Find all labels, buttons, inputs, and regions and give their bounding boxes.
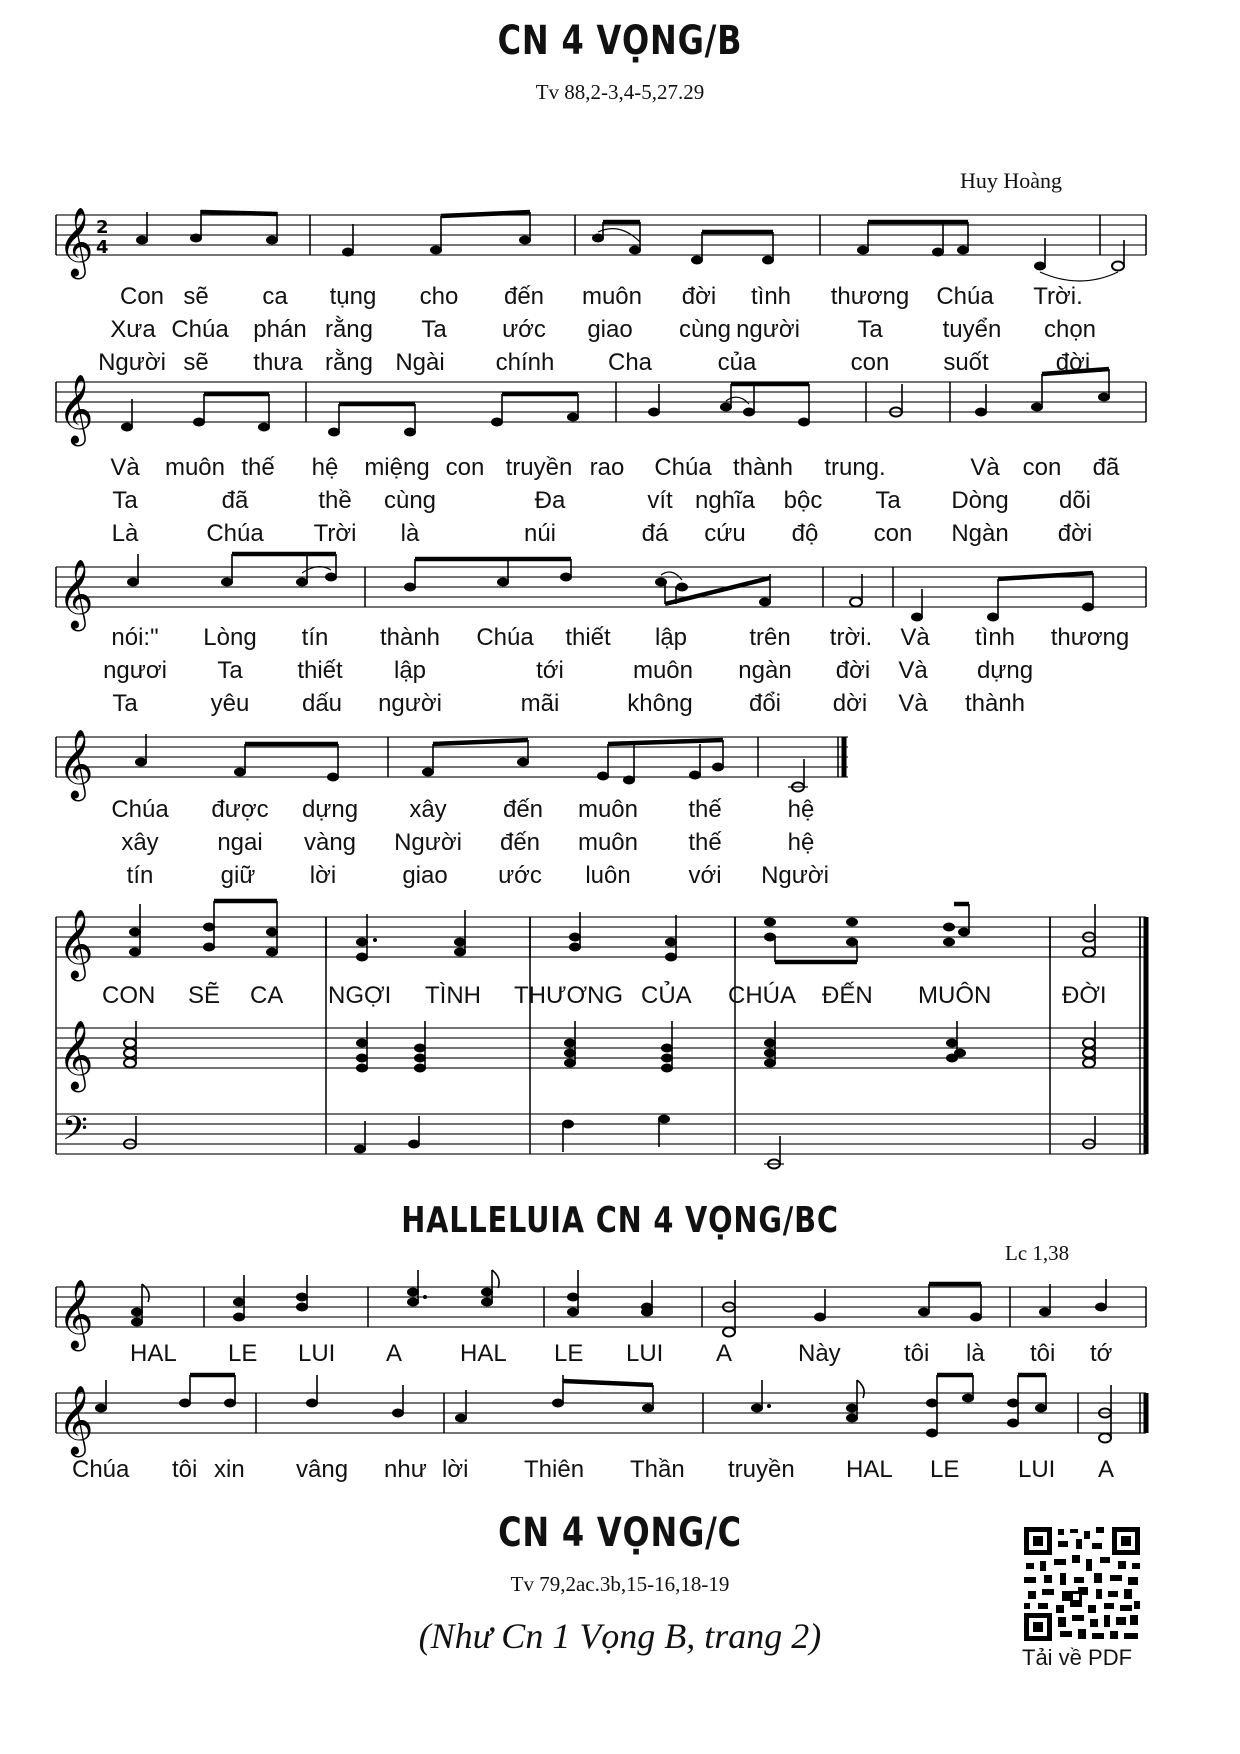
refrain-word: THƯƠNG: [514, 982, 624, 1009]
lyric: ngai: [217, 829, 263, 856]
lyric: Dòng: [951, 487, 1009, 514]
song3-title: CN 4 VỌNG/C: [498, 1510, 742, 1556]
halleluia-word: HAL: [846, 1456, 893, 1483]
lyric: muôn: [164, 454, 226, 481]
refrain-word: CA: [250, 982, 284, 1009]
lyric: được: [211, 796, 269, 823]
lyric: muôn: [581, 283, 643, 310]
lyric: lời: [309, 862, 337, 889]
halleluia-word: A: [1098, 1456, 1115, 1483]
lyric: Chúa: [654, 454, 712, 481]
lyric: trời.: [829, 624, 873, 651]
lyric: Ngàn: [951, 520, 1009, 547]
lyric: hệ: [787, 829, 815, 856]
lyric: cho: [419, 283, 459, 310]
lyric: dựng: [976, 657, 1034, 684]
lyric: Là: [111, 520, 139, 547]
lyric: thiết: [565, 624, 611, 651]
lyric: con: [850, 349, 890, 376]
lyric: Và: [970, 454, 1000, 481]
lyric: muôn: [577, 796, 639, 823]
lyric: xây: [121, 829, 159, 856]
lyric: thế: [241, 454, 275, 481]
lyric: mãi: [520, 690, 560, 717]
lyric: truyền: [505, 454, 573, 481]
lyric: dấu: [301, 690, 343, 717]
song2-reference: Lc 1,38: [1005, 1241, 1070, 1265]
lyric: là: [400, 520, 420, 547]
lyric: Và: [110, 454, 140, 481]
lyric: rao: [589, 454, 625, 481]
halleluia-word: tớ: [1090, 1340, 1113, 1367]
halleluia-word: LE: [228, 1340, 258, 1367]
lyric: đời: [1057, 520, 1093, 547]
lyric: con: [873, 520, 913, 547]
halleluia-word: HAL: [130, 1340, 177, 1367]
lyric: thiết: [297, 657, 343, 684]
lyric: thành: [732, 454, 794, 481]
treble-clef-icon: 𝄞: [58, 1020, 94, 1090]
staff-system-4: [56, 729, 848, 801]
lyric: tuyển: [942, 316, 1002, 343]
lyric: ước: [502, 316, 546, 343]
lyric: cùng: [678, 316, 732, 343]
lyric: thề: [318, 487, 352, 514]
lyric: thành: [379, 624, 441, 651]
lyric: hệ: [787, 796, 815, 823]
qr-code-icon: [1022, 1525, 1142, 1643]
lyric: Con: [119, 283, 165, 310]
staff-system-3: [56, 554, 1146, 631]
halleluia-word: tôi: [1030, 1340, 1056, 1367]
lyric: thế: [688, 796, 722, 823]
lyric: muôn: [632, 657, 694, 684]
halleluia-word: xin: [214, 1456, 245, 1483]
lyric: dời: [832, 690, 868, 717]
lyric: thương: [830, 283, 910, 310]
lyric: tới: [536, 657, 564, 684]
treble-clef-icon: 𝄞: [58, 729, 94, 799]
lyric: vít: [647, 487, 673, 514]
halleluia-word: LE: [554, 1340, 584, 1367]
halleluia-staff-1: [56, 1270, 1146, 1351]
lyric: với: [688, 862, 722, 889]
halleluia-word: LE: [930, 1456, 960, 1483]
halleluia-word: là: [966, 1340, 985, 1367]
lyric: nói:": [111, 624, 159, 651]
lyric: thành: [964, 690, 1026, 717]
treble-clef-icon: 𝄞: [58, 1385, 94, 1455]
song1-title: CN 4 VỌNG/B: [497, 18, 743, 64]
lyric: trung.: [824, 454, 886, 481]
lyric: chọn: [1043, 316, 1097, 343]
lyric: tình: [750, 283, 792, 310]
halleluia-word: Chúa: [72, 1456, 130, 1483]
lyric: dựng: [301, 796, 359, 823]
lyric: Chúa: [111, 796, 169, 823]
refrain-word: TÌNH: [425, 982, 481, 1009]
refrain-word: SẼ: [188, 982, 221, 1009]
lyric: Chúa: [171, 316, 229, 343]
lyric: Xưa: [110, 316, 156, 343]
lyric: Người: [394, 829, 462, 856]
halleluia-word: LUI: [626, 1340, 664, 1367]
lyric: luôn: [585, 862, 631, 889]
song3-note: (Như Cn 1 Vọng B, trang 2): [418, 1616, 822, 1656]
lyric: con: [1022, 454, 1062, 481]
lyric: rằng: [324, 316, 374, 343]
lyric: dõi: [1058, 487, 1092, 514]
halleluia-word: vâng: [296, 1456, 349, 1483]
lyric: sẽ: [183, 283, 209, 310]
lyric: đổi: [748, 690, 782, 717]
refrain-word: ĐẾN: [822, 982, 873, 1009]
lyric: người: [736, 316, 800, 343]
song2-title: HALLELUIA CN 4 VỌNG/BC: [401, 1200, 839, 1241]
lyric: yêu: [210, 690, 250, 717]
lyric: thế: [688, 829, 722, 856]
lyric: Người: [761, 862, 829, 889]
lyric: đến: [502, 796, 544, 823]
lyric: Và: [898, 657, 928, 684]
lyric: lập: [393, 657, 427, 684]
qr-download-label[interactable]: Tải về PDF: [1022, 1645, 1133, 1670]
lyric: Đa: [534, 487, 566, 514]
lyric: miệng: [364, 454, 430, 481]
lyric: của: [717, 349, 757, 376]
accompaniment-bass-staff: [56, 1110, 1146, 1169]
lyric: cứu: [704, 520, 746, 547]
accompaniment-treble-staff: [56, 917, 1146, 1154]
lyric: chính: [495, 349, 555, 376]
halleluia-word: Thần: [630, 1456, 685, 1483]
treble-clef-icon: 𝄞: [58, 207, 94, 277]
lyric: đã: [1092, 454, 1120, 481]
lyric: tín: [301, 624, 329, 651]
lyric: Chúa: [936, 283, 994, 310]
refrain-word: ĐỜI: [1062, 982, 1107, 1009]
lyric: giao: [402, 862, 448, 889]
lyric: đến: [503, 283, 545, 310]
song1-reference: Tv 88,2-3,4-5,27.29: [535, 80, 705, 104]
lyric: giữ: [220, 862, 256, 889]
lyric: con: [445, 454, 485, 481]
refrain-word: CỦA: [641, 982, 692, 1009]
lyric: Chúa: [476, 624, 534, 651]
lyric: trên: [749, 624, 791, 651]
treble-clef-icon: 𝄞: [58, 374, 94, 444]
staff-system-2: [56, 369, 1146, 446]
lyric: ngàn: [738, 657, 792, 684]
lyric: đến: [499, 829, 541, 856]
song3-reference: Tv 79,2ac.3b,15-16,18-19: [510, 1572, 730, 1596]
halleluia-word: LUI: [298, 1340, 336, 1367]
lyric: cùng: [383, 487, 437, 514]
lyric: Ta: [112, 690, 138, 717]
halleluia-staff-2: [56, 1375, 1146, 1457]
lyric: đời: [1055, 349, 1091, 376]
lyric: suốt: [943, 349, 989, 376]
lyric: sẽ: [183, 349, 209, 376]
lyric: đời: [835, 657, 871, 684]
refrain-word: MUÔN: [918, 982, 992, 1009]
lyric: Trời: [313, 520, 357, 547]
lyric: đá: [641, 520, 669, 547]
halleluia-word: tôi: [904, 1340, 930, 1367]
lyric: thương: [1050, 624, 1130, 651]
lyric: đời: [681, 283, 717, 310]
lyric: Và: [898, 690, 928, 717]
lyric: Ngài: [395, 349, 445, 376]
lyric: độ: [791, 520, 819, 547]
lyric: ước: [498, 862, 542, 889]
halleluia-word: như: [384, 1456, 427, 1483]
lyric: phán: [253, 316, 307, 343]
halleluia-word: Này: [798, 1340, 841, 1367]
staff-system-1: [56, 207, 1146, 281]
refrain-word: CON: [102, 982, 156, 1009]
lyric: xây: [409, 796, 447, 823]
lyric: Ta: [217, 657, 243, 684]
lyric: Cha: [607, 349, 653, 376]
bass-clef-icon: 𝄢: [62, 1110, 88, 1156]
lyric: tín: [126, 862, 154, 889]
lyric: Người: [98, 349, 166, 376]
time-sig-bottom: 4: [96, 237, 109, 258]
lyric: lập: [654, 624, 688, 651]
lyric: hệ: [311, 454, 339, 481]
composer: Huy Hoàng: [960, 168, 1063, 193]
lyric: vàng: [303, 829, 357, 856]
lyric: ngươi: [103, 657, 167, 684]
lyric: tình: [974, 624, 1016, 651]
lyric: thưa: [253, 349, 303, 376]
lyric: núi: [523, 520, 557, 547]
lyric: ca: [262, 283, 288, 310]
lyric: Lòng: [203, 624, 257, 651]
lyric: Ta: [875, 487, 901, 514]
halleluia-word: A: [716, 1340, 733, 1367]
treble-clef-icon: 𝄞: [58, 1279, 94, 1349]
lyric: Chúa: [206, 520, 264, 547]
treble-clef-icon: 𝄞: [58, 559, 94, 629]
lyric: Trời.: [1033, 283, 1083, 310]
halleluia-word: LUI: [1018, 1456, 1056, 1483]
halleluia-word: lời: [442, 1456, 469, 1483]
lyric: người: [378, 690, 442, 717]
time-sig-top: 2: [96, 217, 109, 238]
halleluia-word: truyền: [728, 1456, 795, 1483]
lyric: đã: [221, 487, 249, 514]
halleluia-word: tôi: [172, 1456, 198, 1483]
lyric: Và: [900, 624, 930, 651]
halleluia-word: A: [386, 1340, 403, 1367]
lyric: giao: [587, 316, 633, 343]
lyric: Ta: [112, 487, 138, 514]
halleluia-word: Thiên: [524, 1456, 585, 1483]
lyric: tụng: [329, 283, 377, 310]
treble-clef-icon: 𝄞: [58, 909, 94, 979]
refrain-word: NGỢI: [328, 982, 392, 1009]
lyric: Ta: [857, 316, 883, 343]
lyric: muôn: [577, 829, 639, 856]
lyric: rằng: [324, 349, 374, 376]
lyric: không: [627, 690, 693, 717]
lyric: nghĩa: [694, 487, 756, 514]
lyric: Ta: [421, 316, 447, 343]
refrain-word: CHÚA: [728, 982, 797, 1009]
halleluia-word: HAL: [460, 1340, 507, 1367]
lyric: bộc: [783, 487, 823, 514]
